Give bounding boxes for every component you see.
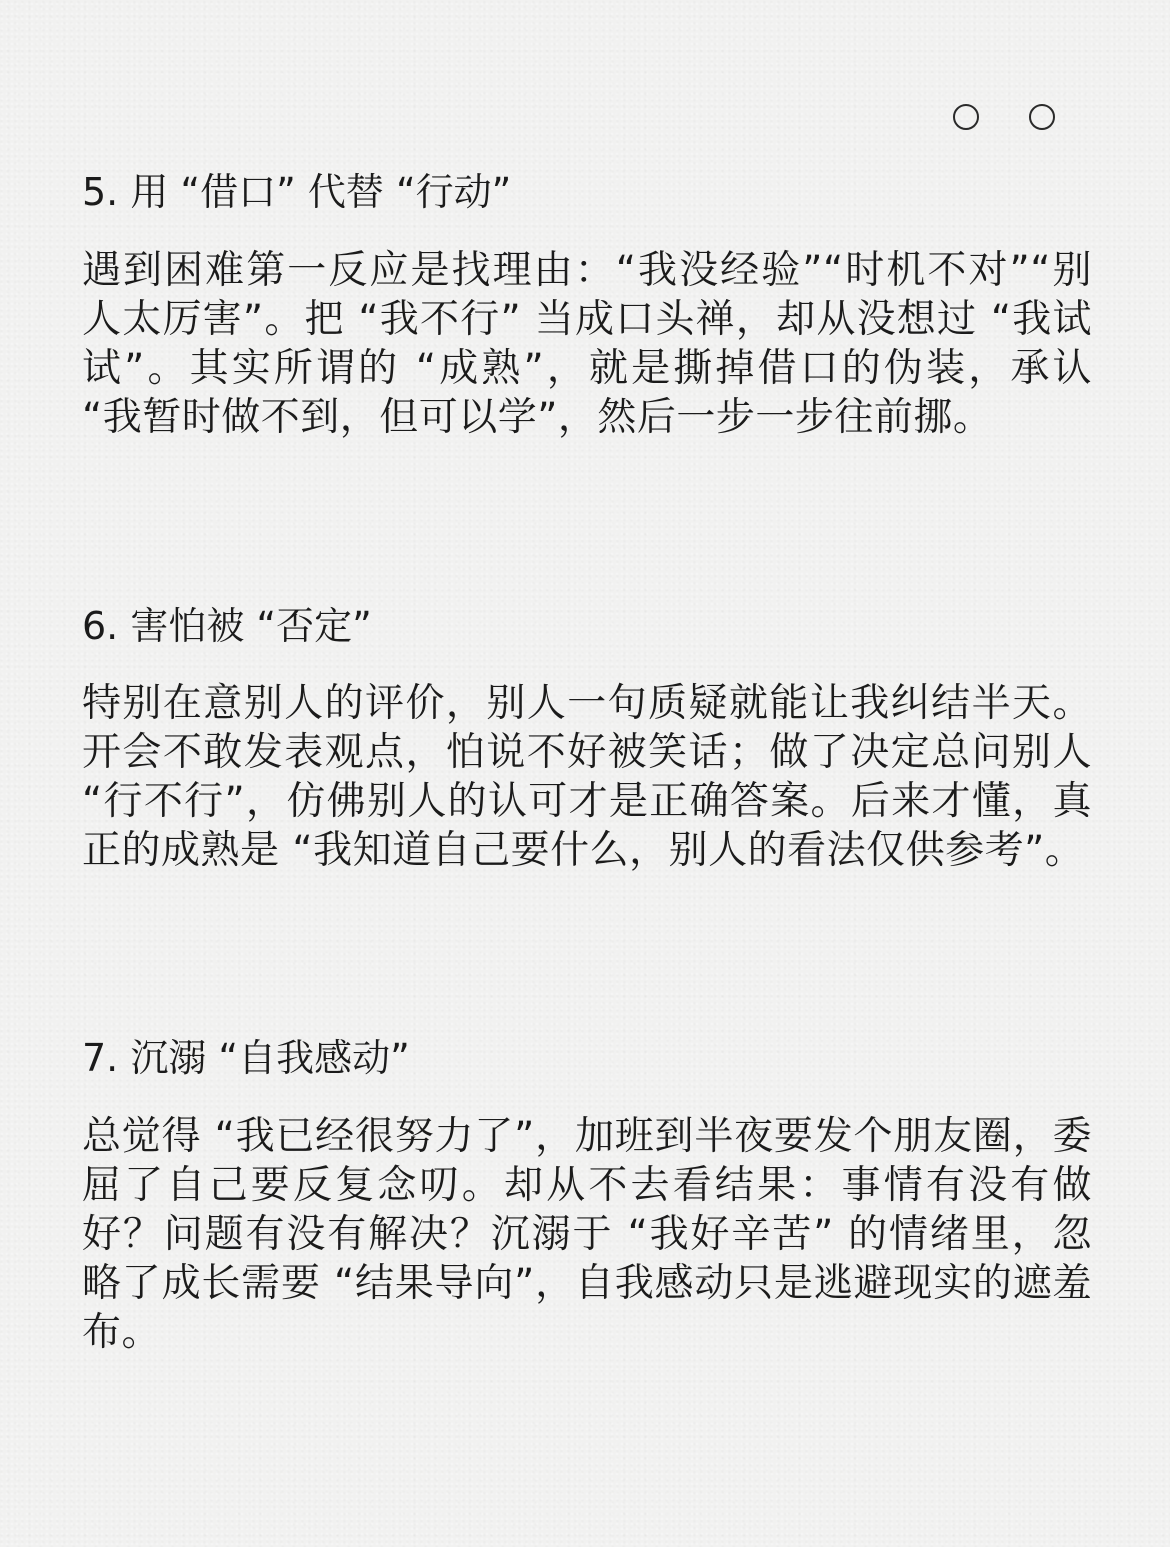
page-dots [953,104,1055,130]
section-body: 总觉得 “我已经很努力了”，加班到半夜要发个朋友圈，委屈了自己要反复念叨。却从不去看结果：事情有没有做好？问题有没有解决？沉溺于 “我好辛苦” 的情绪里，忽略了成长需要 “结果导向”，自我感动只是逃避现实的遮羞布。 [82,1114,1092,1355]
section-heading: 6. 害怕被 “否定” [82,604,372,648]
section-heading: 5. 用 “借口” 代替 “行动” [82,170,512,214]
circle-icon [953,104,979,130]
section-body: 遇到困难第一反应是找理由：“我没经验”“时机不对”“别人太厉害”。把 “我不行” 当成口头禅，却从没想过 “我试试”。其实所谓的 “成熟”，就是撕掉借口的伪装，承认 “我暂时做不到，但可以学”，然后一步一步往前挪。 [82,248,1092,440]
section-heading: 7. 沉溺 “自我感动” [82,1036,410,1080]
circle-icon [1029,104,1055,130]
section-body: 特别在意别人的评价，别人一句质疑就能让我纠结半天。开会不敢发表观点，怕说不好被笑话；做了决定总问别人 “行不行”，仿佛别人的认可才是正确答案。后来才懂，真正的成熟是 “我知道自己要什么，别人的看法仅供参考”。 [82,681,1092,873]
